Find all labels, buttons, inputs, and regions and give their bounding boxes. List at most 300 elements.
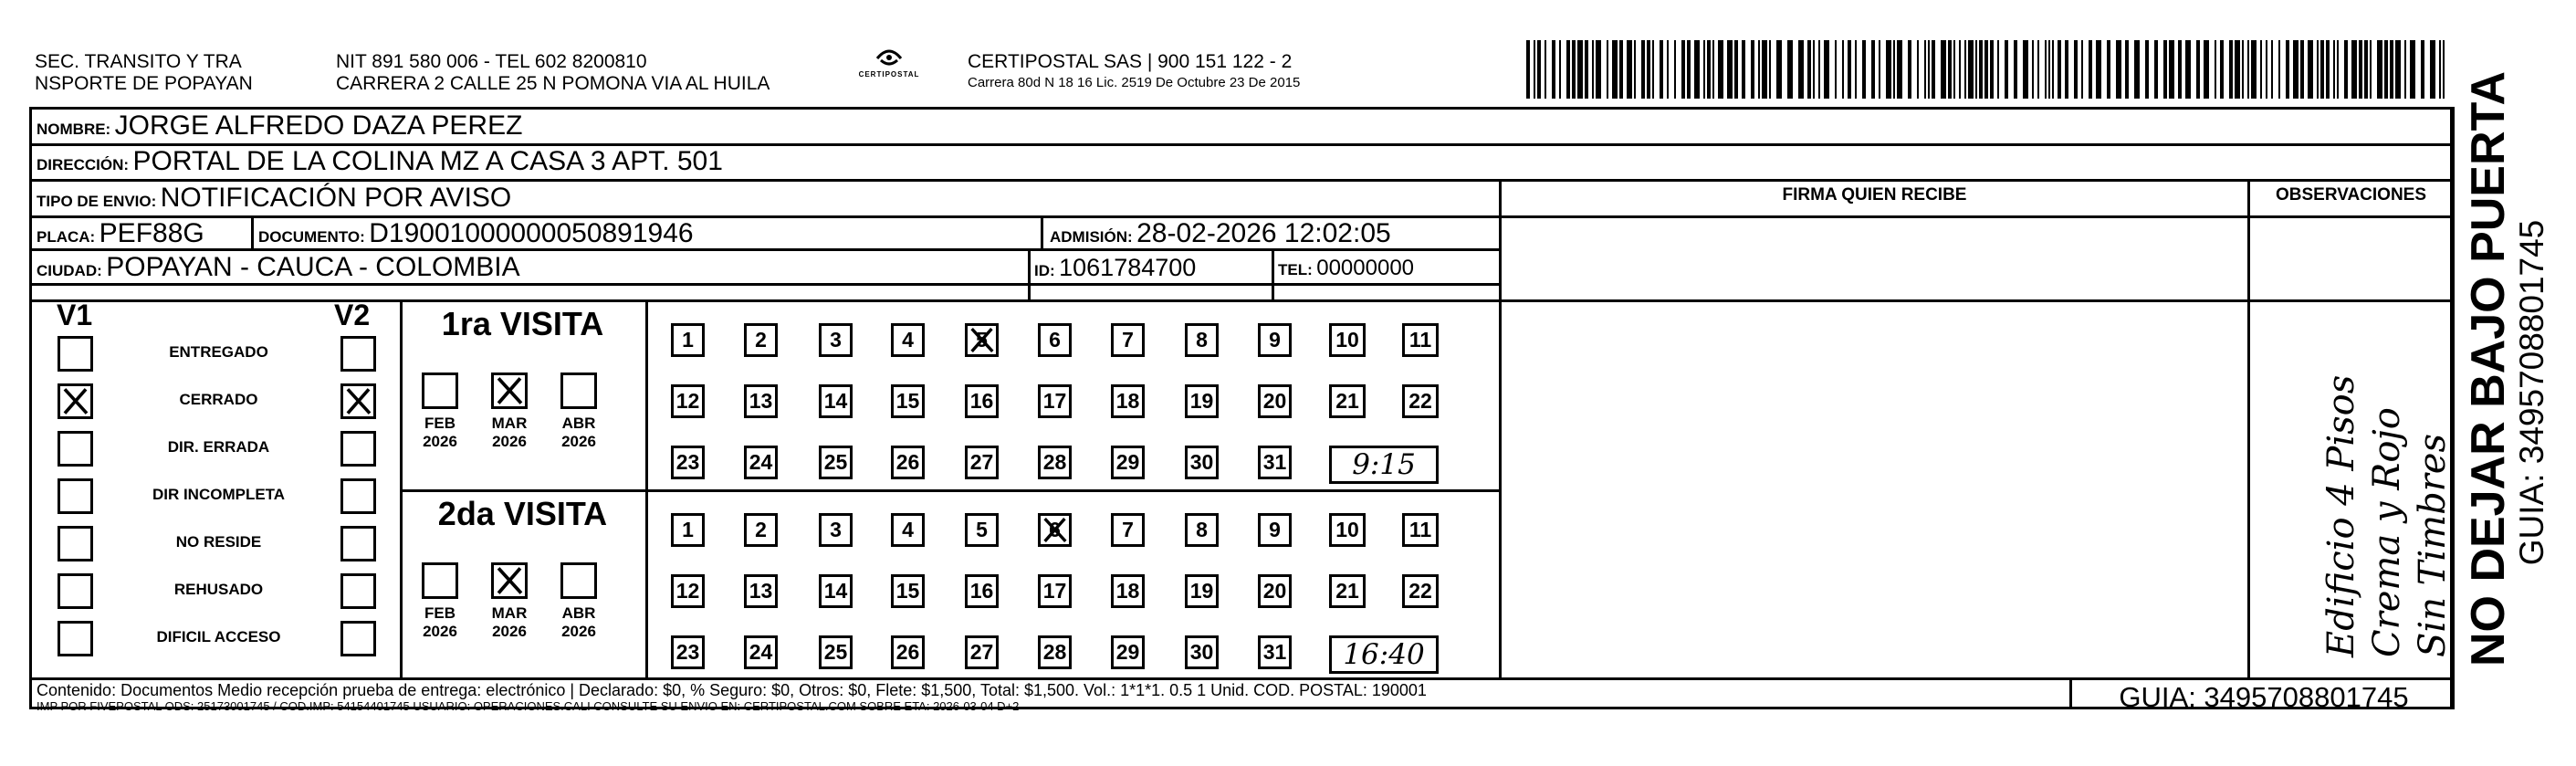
- day-box[interactable]: 11: [1402, 513, 1439, 547]
- nit-line-2: CARRERA 2 CALLE 25 N POMONA VIA AL HUILA: [336, 73, 770, 94]
- day-box[interactable]: 29: [1111, 446, 1145, 479]
- barcode-bar: [2074, 40, 2078, 99]
- month-year: 2026: [561, 623, 596, 640]
- barcode-bar: [1842, 40, 1844, 99]
- company-block: [968, 51, 1300, 93]
- month-name: FEB: [424, 604, 456, 622]
- status-label: DIR INCOMPLETA: [152, 486, 286, 503]
- direccion-label: DIRECCIÓN:: [37, 156, 130, 173]
- day-box[interactable]: 1: [671, 513, 705, 547]
- month-name: MAR: [491, 604, 528, 622]
- v1-header: V1: [57, 299, 93, 331]
- v1-checkbox[interactable]: [58, 526, 93, 561]
- footer-info: [37, 681, 1427, 714]
- barcode-bar: [1577, 40, 1583, 99]
- day-box[interactable]: 20: [1258, 574, 1292, 608]
- day-box[interactable]: 30: [1185, 446, 1219, 479]
- day-box[interactable]: 19: [1185, 574, 1219, 608]
- day-box[interactable]: 30: [1185, 635, 1219, 669]
- barcode-bar: [2320, 40, 2324, 99]
- day-box[interactable]: 2: [744, 513, 778, 547]
- day-box[interactable]: 6: [1038, 513, 1072, 547]
- day-box[interactable]: 21: [1329, 574, 1366, 608]
- month-label: [482, 414, 537, 451]
- barcode-bar: [2048, 40, 2050, 99]
- barcode-bar: [2134, 40, 2140, 99]
- barcode: [1526, 40, 2448, 99]
- placa-field: [37, 218, 204, 249]
- barcode-bar: [2308, 40, 2313, 99]
- x-mark-icon: [494, 375, 525, 406]
- barcode-bar: [1798, 40, 1804, 99]
- barcode-bar: [2185, 40, 2191, 99]
- barcode-bar: [1667, 40, 1669, 99]
- tipo-envio-label: TIPO DE ENVIO:: [37, 193, 157, 210]
- id-field: [1034, 254, 1196, 282]
- tipo-envio-row: [37, 183, 511, 214]
- placa-value: PEF88G: [99, 218, 204, 248]
- day-box[interactable]: 7: [1111, 513, 1145, 547]
- day-box[interactable]: 8: [1185, 323, 1219, 357]
- day-box[interactable]: 10: [1329, 513, 1366, 547]
- status-label: REHUSADO: [173, 581, 264, 598]
- barcode-bar: [2145, 40, 2149, 99]
- barcode-bar: [1707, 40, 1711, 99]
- footer-line-1: Contenido: Documentos Medio recepción prueba de entrega: electrónico | Declarado: $0, % Seguro: $0, Otros: $0, Flete: $1,500, Total: $1,500. Vol.: 1*1*1. 0.5 1 Unid. COD. POSTAL: 190001: [37, 681, 1427, 699]
- day-box[interactable]: 8: [1185, 513, 1219, 547]
- barcode-bar: [1879, 40, 1880, 99]
- barcode-bar: [1687, 40, 1691, 99]
- day-box[interactable]: 3: [819, 323, 853, 357]
- day-box[interactable]: 26: [891, 635, 925, 669]
- v2-checkbox[interactable]: [340, 573, 376, 609]
- status-label: DIFICIL ACCESO: [156, 628, 281, 645]
- barcode-bar: [2215, 40, 2216, 99]
- side-notice: [2462, 70, 2550, 666]
- barcode-bar: [2032, 40, 2034, 99]
- day-box[interactable]: 17: [1038, 384, 1072, 418]
- day-box[interactable]: 25: [819, 635, 853, 669]
- barcode-bar: [2037, 40, 2039, 99]
- day-box[interactable]: 3: [819, 513, 853, 547]
- month-label: [551, 414, 606, 451]
- admision-field: [1050, 218, 1391, 249]
- nombre-value: JORGE ALFREDO DAZA PEREZ: [114, 110, 523, 141]
- barcode-bar: [1813, 40, 1815, 99]
- day-box[interactable]: 5: [965, 323, 999, 357]
- day-box[interactable]: 18: [1111, 574, 1145, 608]
- status-label: ENTREGADO: [169, 343, 268, 361]
- barcode-bar: [1559, 40, 1561, 99]
- barcode-bar: [1964, 40, 1966, 99]
- barcode-bar: [1612, 40, 1618, 99]
- documento-label: DOCUMENTO:: [258, 228, 365, 246]
- day-box[interactable]: 1: [671, 323, 705, 357]
- side-guia-text: GUIA: 3495708801745: [2513, 219, 2550, 566]
- v1-checkbox[interactable]: [58, 336, 93, 372]
- barcode-bar: [2410, 40, 2415, 99]
- day-box[interactable]: 10: [1329, 323, 1366, 357]
- month-checkbox[interactable]: [491, 562, 528, 599]
- day-box[interactable]: 9: [1258, 323, 1292, 357]
- barcode-bar: [2058, 40, 2061, 99]
- tel-field: [1278, 256, 1414, 281]
- barcode-bar: [2242, 40, 2244, 99]
- barcode-bar: [2116, 40, 2121, 99]
- barcode-bar: [2395, 40, 2401, 99]
- direccion-row: [37, 146, 723, 177]
- barcode-bar: [2107, 40, 2110, 99]
- barcode-bar: [2359, 40, 2362, 99]
- barcode-bar: [1534, 40, 1535, 99]
- month-checkbox[interactable]: [422, 562, 458, 599]
- day-box[interactable]: 12: [671, 574, 705, 608]
- month-checkbox[interactable]: [491, 373, 528, 409]
- sender-line-2: NSPORTE DE POPAYAN: [35, 73, 253, 94]
- month-name: ABR: [561, 414, 596, 432]
- v2-header: V2: [334, 299, 371, 331]
- barcode-bar: [1718, 40, 1723, 99]
- nombre-row: [37, 110, 522, 142]
- day-box[interactable]: 15: [891, 384, 925, 418]
- barcode-bar: [1572, 40, 1576, 99]
- barcode-bar: [2081, 40, 2083, 99]
- v1-checkbox[interactable]: [58, 573, 93, 609]
- day-box[interactable]: 27: [965, 635, 999, 669]
- day-box[interactable]: 28: [1038, 446, 1072, 479]
- barcode-bar: [2344, 40, 2348, 99]
- ciudad-label: CIUDAD:: [37, 262, 102, 279]
- barcode-bar: [1824, 40, 1829, 99]
- barcode-bar: [1634, 40, 1636, 99]
- month-checkbox[interactable]: [560, 373, 597, 409]
- barcode-bar: [2220, 40, 2224, 99]
- barcode-bar: [1751, 40, 1754, 99]
- barcode-bar: [1552, 40, 1555, 99]
- barcode-bar: [1908, 40, 1911, 99]
- barcode-bar: [1818, 40, 1820, 99]
- day-box[interactable]: 17: [1038, 574, 1072, 608]
- v2-checkbox[interactable]: [340, 621, 376, 656]
- barcode-bar: [1566, 40, 1570, 99]
- v2-checkbox[interactable]: [340, 431, 376, 467]
- ciudad-field: [37, 252, 520, 283]
- day-box[interactable]: 27: [965, 446, 999, 479]
- barcode-bar: [2333, 40, 2335, 99]
- day-box[interactable]: 22: [1402, 574, 1439, 608]
- day-box[interactable]: 24: [744, 446, 778, 479]
- barcode-bar: [1871, 40, 1875, 99]
- barcode-bar: [2196, 40, 2200, 99]
- barcode-bar: [2390, 40, 2393, 99]
- nombre-label: NOMBRE:: [37, 121, 111, 138]
- day-box[interactable]: 11: [1402, 323, 1439, 357]
- barcode-bar: [1545, 40, 1546, 99]
- day-box[interactable]: 14: [819, 574, 853, 608]
- barcode-bar: [1932, 40, 1935, 99]
- barcode-bar: [1862, 40, 1866, 99]
- v2-checkbox[interactable]: [340, 478, 376, 514]
- barcode-bar: [1787, 40, 1793, 99]
- admision-value: 28-02-2026 12:02:05: [1136, 218, 1391, 248]
- barcode-bar: [2300, 40, 2304, 99]
- barcode-bar: [2023, 40, 2028, 99]
- barcode-bar: [1941, 40, 1946, 99]
- status-label: CERRADO: [179, 391, 258, 408]
- v1-checkbox[interactable]: [58, 621, 93, 656]
- barcode-bar: [2045, 40, 2047, 99]
- barcode-bar: [2293, 40, 2299, 99]
- barcode-bar: [1959, 40, 1961, 99]
- barcode-bar: [2251, 40, 2257, 99]
- barcode-bar: [2351, 40, 2357, 99]
- v2-checkbox[interactable]: [340, 383, 376, 419]
- barcode-bar: [1641, 40, 1645, 99]
- company-logo: [853, 46, 926, 79]
- day-box[interactable]: 7: [1111, 323, 1145, 357]
- day-box[interactable]: 13: [744, 384, 778, 418]
- barcode-bar: [1776, 40, 1782, 99]
- barcode-bar: [2178, 40, 2182, 99]
- documento-value: D19001000000050891946: [369, 218, 694, 248]
- barcode-bar: [1835, 40, 1837, 99]
- month-year: 2026: [561, 433, 596, 450]
- month-checkbox[interactable]: [422, 373, 458, 409]
- day-box[interactable]: 20: [1258, 384, 1292, 418]
- tipo-envio-value: NOTIFICACIÓN POR AVISO: [160, 183, 512, 213]
- month-label: [551, 604, 606, 641]
- v1-checkbox[interactable]: [58, 431, 93, 467]
- barcode-bar: [2271, 40, 2273, 99]
- barcode-bar: [2169, 40, 2174, 99]
- barcode-bar: [1681, 40, 1685, 99]
- barcode-bar: [2266, 40, 2267, 99]
- visit-title: 2da VISITA: [437, 495, 608, 532]
- barcode-bar: [1762, 40, 1767, 99]
- id-value: 1061784700: [1059, 254, 1197, 281]
- day-box[interactable]: 16: [965, 574, 999, 608]
- status-label: NO RESIDE: [175, 533, 262, 551]
- barcode-bar: [1647, 40, 1650, 99]
- month-checkbox[interactable]: [560, 562, 597, 599]
- logo-emblem-icon: [874, 46, 905, 69]
- visit-time-box[interactable]: 9:15: [1329, 446, 1439, 484]
- day-box[interactable]: 24: [744, 635, 778, 669]
- id-label: ID:: [1034, 262, 1055, 279]
- barcode-bar: [2052, 40, 2054, 99]
- barcode-bar: [1928, 40, 1930, 99]
- day-box[interactable]: 6: [1038, 323, 1072, 357]
- barcode-bar: [1727, 40, 1733, 99]
- barcode-bar: [1968, 40, 1974, 99]
- month-name: MAR: [491, 414, 528, 432]
- day-box[interactable]: 19: [1185, 384, 1219, 418]
- day-box[interactable]: 31: [1258, 635, 1292, 669]
- day-box[interactable]: 23: [671, 446, 705, 479]
- barcode-bar: [1948, 40, 1952, 99]
- day-box[interactable]: 26: [891, 446, 925, 479]
- day-box[interactable]: 2: [744, 323, 778, 357]
- barcode-bar: [1537, 40, 1541, 99]
- barcode-bar: [2337, 40, 2339, 99]
- direccion-value: PORTAL DE LA COLINA MZ A CASA 3 APT. 501: [132, 146, 723, 176]
- barcode-bar: [2014, 40, 2017, 99]
- logo-text: CERTIPOSTAL: [858, 70, 920, 79]
- day-box[interactable]: 15: [891, 574, 925, 608]
- v1-checkbox[interactable]: [58, 478, 93, 514]
- x-mark-icon: [968, 326, 996, 354]
- month-year: 2026: [423, 623, 457, 640]
- v2-checkbox[interactable]: [340, 526, 376, 561]
- barcode-bar: [1979, 40, 1983, 99]
- barcode-bar: [2229, 40, 2233, 99]
- barcode-bar: [2235, 40, 2240, 99]
- company-line-1: CERTIPOSTAL SAS | 900 151 122 - 2: [968, 51, 1293, 72]
- company-line-2: Carrera 80d N 18 16 Lic. 2519 De Octubre 23 De 2015: [968, 75, 1301, 90]
- day-box[interactable]: 12: [671, 384, 705, 418]
- observation-line: Crema y Rojo: [2366, 407, 2408, 657]
- day-box[interactable]: 4: [891, 323, 925, 357]
- month-label: [413, 414, 467, 451]
- x-mark-icon: [60, 386, 90, 416]
- day-box[interactable]: 31: [1258, 446, 1292, 479]
- day-box[interactable]: 14: [819, 384, 853, 418]
- barcode-bar: [2384, 40, 2388, 99]
- no-dejar-text: NO DEJAR BAJO PUERTA: [2462, 70, 2515, 666]
- barcode-bar: [1984, 40, 1988, 99]
- day-box[interactable]: 28: [1038, 635, 1072, 669]
- tel-value: 00000000: [1316, 256, 1415, 280]
- day-box[interactable]: 21: [1329, 384, 1366, 418]
- barcode-bar: [2096, 40, 2101, 99]
- nit-block: [336, 51, 770, 95]
- barcode-bar: [1769, 40, 1771, 99]
- observation-line: Edificio 4 Pisos: [2320, 374, 2362, 657]
- barcode-bar: [1886, 40, 1891, 99]
- barcode-bar: [1734, 40, 1738, 99]
- barcode-bar: [1596, 40, 1601, 99]
- barcode-bar: [1742, 40, 1745, 99]
- barcode-bar: [2370, 40, 2372, 99]
- barcode-bar: [2421, 40, 2424, 99]
- barcode-bar: [2443, 40, 2445, 99]
- x-mark-icon: [1041, 516, 1069, 544]
- barcode-bar: [2125, 40, 2129, 99]
- month-year: 2026: [423, 433, 457, 450]
- barcode-bar: [1619, 40, 1623, 99]
- barcode-bar: [1848, 40, 1851, 99]
- day-box[interactable]: 25: [819, 446, 853, 479]
- barcode-bar: [2377, 40, 2382, 99]
- signature-area[interactable]: [1502, 215, 2247, 677]
- barcode-bar: [2247, 40, 2249, 99]
- barcode-bar: [2089, 40, 2092, 99]
- nit-line-1: NIT 891 580 006 - TEL 602 8200810: [336, 51, 647, 72]
- barcode-bar: [2439, 40, 2441, 99]
- day-box[interactable]: 4: [891, 513, 925, 547]
- tel-label: TEL:: [1278, 261, 1313, 278]
- documento-field: [258, 218, 694, 249]
- barcode-bar: [1694, 40, 1700, 99]
- barcode-bar: [2005, 40, 2008, 99]
- ciudad-value: POPAYAN - CAUCA - COLOMBIA: [106, 252, 520, 282]
- placa-label: PLACA:: [37, 228, 96, 246]
- day-box[interactable]: 22: [1402, 384, 1439, 418]
- barcode-bar: [1855, 40, 1857, 99]
- v2-checkbox[interactable]: [340, 336, 376, 372]
- month-label: [482, 604, 537, 641]
- barcode-bar: [1758, 40, 1760, 99]
- barcode-bar: [1997, 40, 1999, 99]
- firma-header: FIRMA QUIEN RECIBE: [1782, 185, 1967, 205]
- v1-checkbox[interactable]: [58, 383, 93, 419]
- day-box[interactable]: 9: [1258, 513, 1292, 547]
- barcode-bar: [2286, 40, 2289, 99]
- barcode-bar: [1953, 40, 1955, 99]
- x-mark-icon: [494, 565, 525, 596]
- barcode-bar: [1703, 40, 1705, 99]
- barcode-bar: [2326, 40, 2330, 99]
- month-label: [413, 604, 467, 641]
- visit-title: 1ra VISITA: [441, 305, 604, 342]
- footer-guia: GUIA: 3495708801745: [2119, 681, 2409, 713]
- x-mark-icon: [343, 386, 373, 416]
- month-name: ABR: [561, 604, 596, 622]
- barcode-bar: [2278, 40, 2280, 99]
- observaciones-notes: [2319, 310, 2456, 657]
- day-box[interactable]: 16: [965, 384, 999, 418]
- visit-time-box[interactable]: 16:40: [1329, 635, 1439, 674]
- day-box[interactable]: 23: [671, 635, 705, 669]
- barcode-bar: [1807, 40, 1811, 99]
- footer-line-2: IMP POR FIVEPOSTAL ODS: 25173001745 / COD.IMP: 54154401745 USUARIO: OPERACIONES.CALI CONSULTE SU ENVIO EN: CERTIPOSTAL.COM SOBRE ETA: 2026-03-04 D+2: [37, 699, 1020, 713]
- day-box[interactable]: 5: [965, 513, 999, 547]
- barcode-bar: [2364, 40, 2368, 99]
- day-box[interactable]: 29: [1111, 635, 1145, 669]
- observation-line: Sin Timbres: [2412, 434, 2454, 657]
- barcode-bar: [1585, 40, 1588, 99]
- barcode-bar: [2260, 40, 2262, 99]
- month-name: FEB: [424, 414, 456, 432]
- barcode-bar: [1917, 40, 1919, 99]
- barcode-bar: [1897, 40, 1902, 99]
- barcode-bar: [1674, 40, 1676, 99]
- barcode-bar: [2430, 40, 2435, 99]
- barcode-bar: [2163, 40, 2167, 99]
- barcode-bar: [2154, 40, 2158, 99]
- month-year: 2026: [492, 433, 527, 450]
- barcode-bar: [2065, 40, 2068, 99]
- barcode-bar: [1975, 40, 1977, 99]
- observaciones-header: OBSERVACIONES: [2275, 185, 2427, 205]
- day-box[interactable]: 13: [744, 574, 778, 608]
- sender-line-1: SEC. TRANSITO Y TRA: [35, 51, 242, 72]
- status-label: DIR. ERRADA: [167, 438, 270, 456]
- barcode-bar: [1627, 40, 1632, 99]
- month-year: 2026: [492, 623, 527, 640]
- barcode-bar: [1592, 40, 1594, 99]
- barcode-bar: [1607, 40, 1608, 99]
- barcode-bar: [1893, 40, 1895, 99]
- barcode-bar: [1660, 40, 1663, 99]
- barcode-bar: [2204, 40, 2209, 99]
- sender-block: [35, 51, 253, 95]
- barcode-bar: [2317, 40, 2319, 99]
- barcode-bar: [1924, 40, 1926, 99]
- day-box[interactable]: 18: [1111, 384, 1145, 418]
- barcode-bar: [1990, 40, 1994, 99]
- barcode-bar: [1712, 40, 1714, 99]
